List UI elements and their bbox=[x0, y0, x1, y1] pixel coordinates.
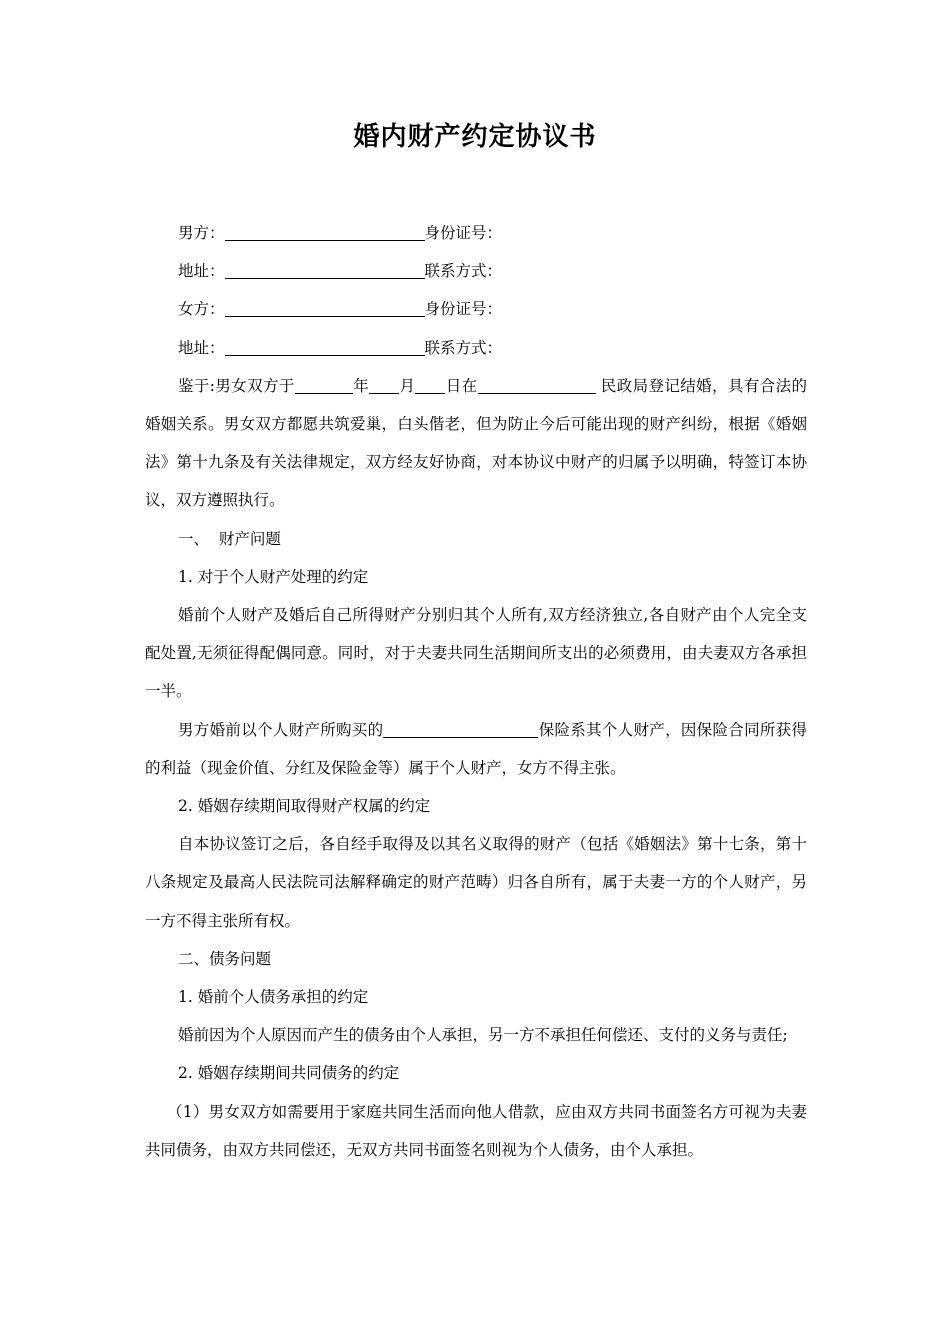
document-title: 婚内财产约定协议书 bbox=[353, 122, 597, 152]
preamble-text-1: 鉴于:男女双方于 bbox=[178, 376, 295, 395]
husband-address-row bbox=[145, 252, 807, 290]
preamble-paragraph bbox=[145, 367, 807, 520]
insurance-text-1: 男方婚前以个人财产所购买的 bbox=[178, 720, 384, 739]
wife-address-blank[interactable] bbox=[225, 338, 425, 355]
section-1-2-paragraph-1: 自本协议签订之后，各自经手取得及以其名义取得的财产（包括《婚姻法》第十七条，第十八条规定及最高人民法院司法解释确定的财产范畴）归各自所有，属于夫妻一方的个人财产，另一方不得主张所有权。 bbox=[145, 835, 807, 930]
wife-name-blank[interactable] bbox=[225, 300, 425, 317]
husband-address-blank[interactable] bbox=[225, 262, 425, 279]
wife-row bbox=[145, 290, 807, 328]
wife-address-label: 地址： bbox=[178, 338, 225, 357]
insurance-blank[interactable] bbox=[383, 720, 538, 737]
section-1-1-paragraph-2 bbox=[145, 711, 807, 787]
section-2-2-heading: 2. 婚姻存续期间共同债务的约定 bbox=[178, 1064, 400, 1083]
section-2-1-paragraph-1: 婚前因为个人原因而产生的债务由个人承担，另一方不承担任何偿还、支付的义务与责任; bbox=[178, 1026, 788, 1045]
preamble-text-3: 月 bbox=[399, 376, 416, 395]
preamble-text-4: 日在 bbox=[445, 376, 478, 395]
section-1-1-paragraph-1: 婚前个人财产及婚后自己所得财产分别归其个人所有,双方经济独立,各自财产由个人完全支配处置,无须征得配偶同意。同时，对于夫妻共同生活期间所支出的必须费用，由夫妻双方各承担一半。 bbox=[145, 606, 807, 701]
husband-label: 男方： bbox=[178, 224, 225, 242]
section-1-heading: 一、 财产问题 bbox=[178, 529, 281, 548]
marriage-year-blank[interactable] bbox=[295, 377, 353, 394]
wife-id-label: 身份证号： bbox=[424, 300, 503, 319]
husband-address-label: 地址： bbox=[178, 262, 225, 281]
husband-id-label: 身份证号： bbox=[424, 224, 503, 242]
section-2-2-paragraph-1: （1）男女双方如需要用于家庭共同生活而向他人借款，应由双方共同书面签名方可视为夫妻共同债务，由双方共同偿还，无双方共同书面签名则视为个人债务，由个人承担。 bbox=[145, 1102, 807, 1159]
husband-row bbox=[145, 214, 807, 252]
wife-label: 女方： bbox=[178, 300, 225, 319]
section-2-1-heading: 1. 婚前个人债务承担的约定 bbox=[178, 988, 369, 1007]
marriage-month-blank[interactable] bbox=[369, 377, 399, 394]
marriage-day-blank[interactable] bbox=[415, 377, 445, 394]
section-1-1-heading: 1. 对于个人财产处理的约定 bbox=[178, 567, 369, 586]
preamble-text-2: 年 bbox=[352, 376, 370, 395]
wife-address-row bbox=[145, 329, 807, 367]
section-2-heading: 二、债务问题 bbox=[178, 949, 272, 968]
husband-contact-label: 联系方式： bbox=[424, 262, 503, 281]
insurance-text-2: 保险系其个人财产，因保险合同所获得的利益（现金价值、分红及保险金等）属于个人财产，女方不得主张。 bbox=[145, 720, 807, 777]
preamble-text-5: 民政局登记结婚，具有合法的婚姻关系。男女双方都愿共筑爱巢，白头偕老，但为防止今后可能出现的财产纠纷，根据《婚姻法》第十九条及有关法律规定，双方经友好协商，对本协议中财产的归属予以明确，特签订本协议，双方遵照执行。 bbox=[145, 376, 807, 510]
registry-place-blank[interactable] bbox=[478, 377, 596, 394]
section-1-2-heading: 2. 婚姻存续期间取得财产权属的约定 bbox=[178, 797, 431, 816]
wife-contact-label: 联系方式： bbox=[424, 338, 503, 357]
document-body bbox=[145, 214, 807, 1169]
husband-name-blank[interactable] bbox=[225, 224, 425, 241]
